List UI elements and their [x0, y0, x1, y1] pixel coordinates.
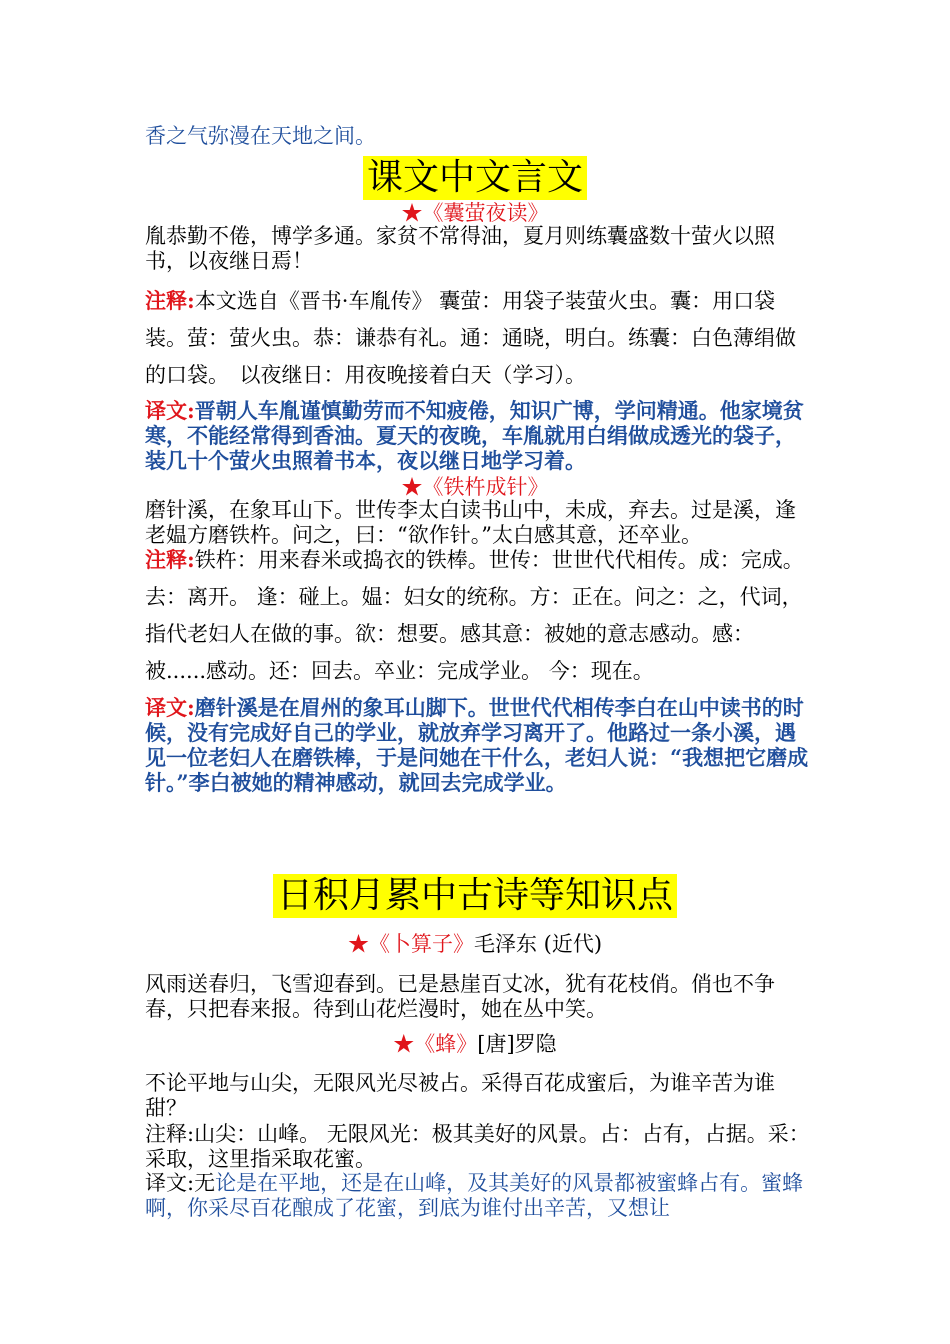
text1-translation: 译文:晋朝人车胤谨慎勤劳而不知疲倦，知识广博，学问精通。他家境贫寒，不能经常得到香油。夏天的夜晚，车胤就用白绢做成透光的袋子，装几十个萤火虫照着书本，夜以继日地学习着。 — [145, 398, 804, 473]
section2-heading-wrap — [0, 874, 950, 918]
section1-heading-wrap — [0, 156, 950, 200]
poem2-title: ★《蜂》[唐]罗隐 — [393, 1032, 557, 1056]
text2-original: 磨针溪，在象耳山下。世传李太白读书山中，未成，弃去。过是溪，逢老媪方磨铁杵。问之，曰：“欲作针。”太白感其意，还卒业。 — [145, 498, 796, 547]
translation-label: 译文: — [145, 1171, 195, 1195]
note-label: 注释: — [145, 1122, 195, 1146]
text2-translation: 译文:磨针溪是在眉州的象耳山脚下。世世代代相传李白在山中读书的时候，没有完成好自己的学业，就放弃学习离开了。他路过一条小溪，遇见一位老妇人在磨铁棒，于是问她在干什么，老妇人说：“我想把它磨成针。”李白被她的精神感动，就回去完成学业。 — [145, 695, 809, 795]
section2-heading: 日积月累中古诗等知识点 — [273, 874, 677, 918]
text2-title: ★《铁杵成针》 — [401, 475, 549, 499]
poem1-text: 风雨送春归，飞雪迎春到。已是悬崖百丈冰，犹有花枝俏。俏也不争春，只把春来报。待到山花烂漫时，她在丛中笑。 — [145, 972, 775, 1021]
translation-label: 译文: — [145, 695, 195, 720]
poem2-note: 注释:山尖：山峰。 无限风光：极其美好的风景。占：占有，占据。采：采取，这里指采取花蜜。 — [145, 1122, 810, 1171]
note-label: 注释: — [145, 547, 195, 572]
translation-label: 译文: — [145, 398, 195, 423]
poem2-text: 不论平地与山尖，无限风光尽被占。采得百花成蜜后，为谁辛苦为谁甜？ — [145, 1071, 775, 1120]
poem2-translation: 译文:无论是在平地，还是在山峰，及其美好的风景都被蜜蜂占有。蜜蜂啊，你采尽百花酿成了花蜜，到底为谁付出辛苦，又想让 — [145, 1171, 804, 1220]
poem1-title: ★《卜算子》毛泽东 (近代) — [347, 932, 603, 956]
section1-heading: 课文中文言文 — [363, 156, 587, 200]
text2-note: 注释:铁杵：用来舂米或捣衣的铁棒。世传：世世代代相传。成：完成。 去：离开。 逢：碰上。媪：妇女的统称。方：正在。问之：之，代词，指代老妇人在做的事。欲：想要。感其意：被她的意志感动。感：被......感动。还：回去。卒业：完成学业。 今：现在。 — [145, 547, 804, 683]
top-line: 香之气弥漫在天地之间。 — [145, 124, 376, 148]
note-label: 注释: — [145, 288, 195, 313]
text1-title: ★《囊萤夜读》 — [401, 201, 549, 225]
text1-original: 胤恭勤不倦，博学多通。家贫不常得油，夏月则练囊盛数十萤火以照书，以夜继日焉！ — [145, 224, 775, 273]
text1-note: 注释:本文选自《晋书·车胤传》 囊萤：用袋子装萤火虫。囊：用口袋装。萤：萤火虫。恭：谦恭有礼。通：通晓，明白。练囊：白色薄绢做的口袋。 以夜继日：用夜晚接着白天（学习）。 — [145, 288, 796, 387]
